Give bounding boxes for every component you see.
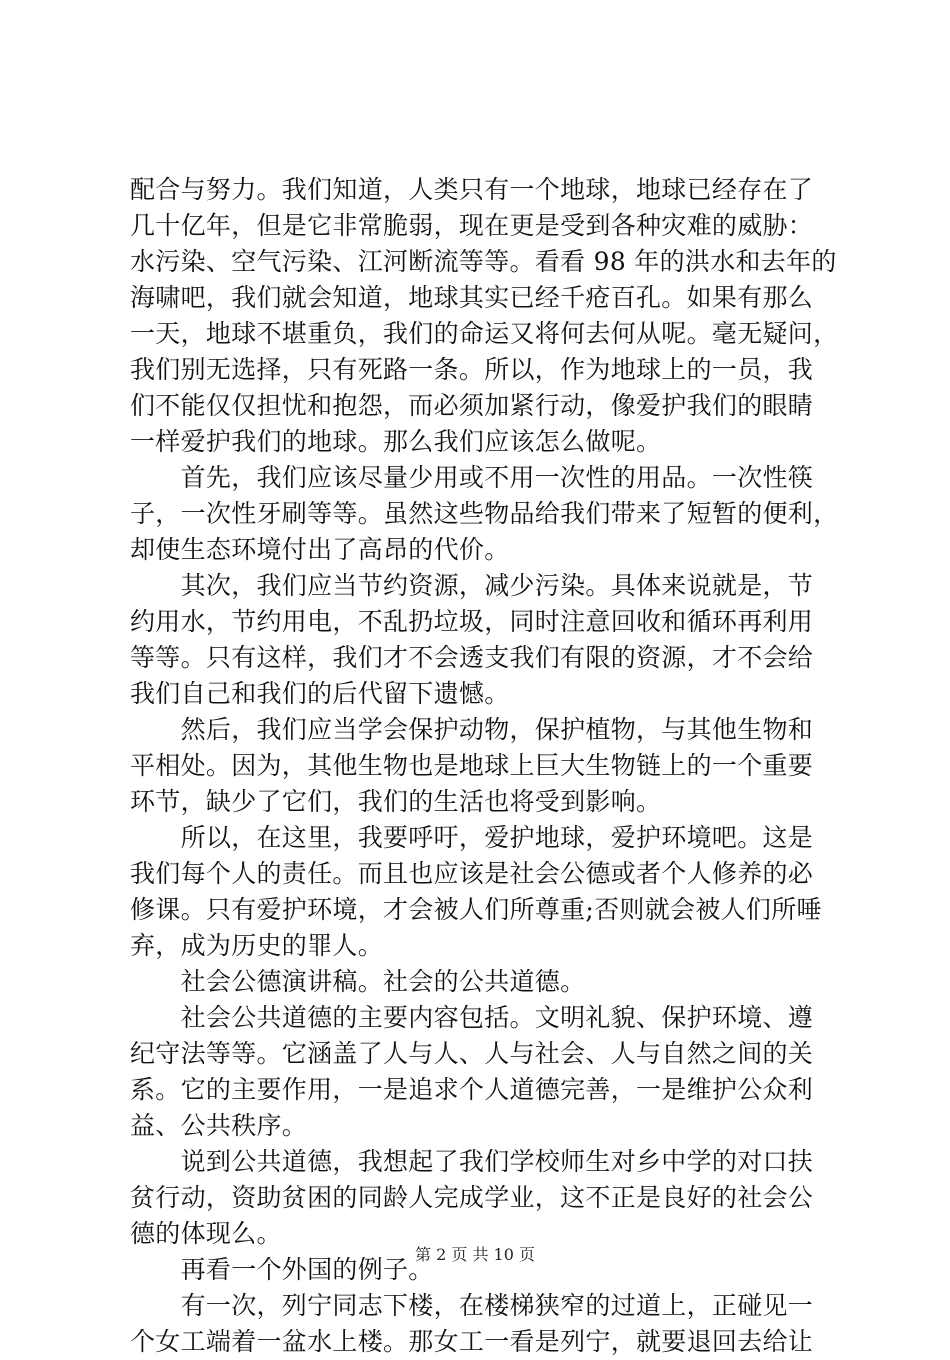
text-line: 我们自己和我们的后代留下遗憾。 xyxy=(130,679,510,708)
text-line: 首先，我们应该尽量少用或不用一次性的用品。一次性筷 xyxy=(130,463,814,492)
text-line: 德的体现么。 xyxy=(130,1219,282,1248)
page-number-footer: 第 2 页 共 10 页 xyxy=(415,1245,535,1264)
text-line: 配合与努力。我们知道，人类只有一个地球，地球已经存在了 xyxy=(130,175,814,204)
text-line: 系。它的主要作用，一是追求个人道德完善，一是维护公众利 xyxy=(130,1075,814,1104)
text-line: 一样爱护我们的地球。那么我们应该怎么做呢。 xyxy=(130,427,662,456)
text-line: 贫行动，资助贫困的同龄人完成学业，这不正是良好的社会公 xyxy=(130,1183,814,1212)
text-line: 我们别无选择，只有死路一条。所以，作为地球上的一员，我 xyxy=(130,355,814,384)
text-line: 修课。只有爱护环境，才会被人们所尊重;否则就会被人们所唾 xyxy=(130,895,822,924)
text-line: 们不能仅仅担忧和抱怨，而必须加紧行动，像爱护我们的眼睛 xyxy=(130,391,814,420)
text-line: 几十亿年，但是它非常脆弱，现在更是受到各种灾难的威胁： xyxy=(130,211,814,240)
text-line: 等等。只有这样，我们才不会透支我们有限的资源，才不会给 xyxy=(130,643,814,672)
text-line: 我们每个人的责任。而且也应该是社会公德或者个人修养的必 xyxy=(130,859,814,888)
text-line: 所以，在这里，我要呼吁，爱护地球，爱护环境吧。这是 xyxy=(130,823,814,852)
text-line: 环节，缺少了它们，我们的生活也将受到影响。 xyxy=(130,787,662,816)
text-line: 说到公共道德，我想起了我们学校师生对乡中学的对口扶 xyxy=(130,1147,814,1176)
text-line: 子，一次性牙刷等等。虽然这些物品给我们带来了短暂的便利， xyxy=(130,499,839,528)
text-line: 益、公共秩序。 xyxy=(130,1111,308,1140)
text-line: 有一次，列宁同志下楼，在楼梯狭窄的过道上，正碰见一 xyxy=(130,1291,814,1320)
text-line: 弃，成为历史的罪人。 xyxy=(130,931,384,960)
text-line: 纪守法等等。它涵盖了人与人、人与社会、人与自然之间的关 xyxy=(130,1039,814,1068)
text-line: 约用水，节约用电，不乱扔垃圾，同时注意回收和循环再利用 xyxy=(130,607,814,636)
body-text xyxy=(130,172,842,1360)
text-line: 然后，我们应当学会保护动物，保护植物，与其他生物和 xyxy=(130,715,814,744)
text-line: 却使生态环境付出了高昂的代价。 xyxy=(130,535,510,564)
text-line: 个女工端着一盆水上楼。那女工一看是列宁，就要退回去给让 xyxy=(130,1327,814,1356)
text-line: 平相处。因为，其他生物也是地球上巨大生物链上的一个重要 xyxy=(130,751,814,780)
text-line: 其次，我们应当节约资源，减少污染。具体来说就是，节 xyxy=(130,571,814,600)
text-line: 再看一个外国的例子。 xyxy=(130,1255,434,1284)
text-line: 水污染、空气污染、江河断流等等。看看 98 年的洪水和去年的 xyxy=(130,247,837,276)
text-line: 社会公德演讲稿。社会的公共道德。 xyxy=(130,967,586,996)
text-line: 一天，地球不堪重负，我们的命运又将何去何从呢。毫无疑问， xyxy=(130,319,839,348)
text-line: 海啸吧，我们就会知道，地球其实已经千疮百孔。如果有那么 xyxy=(130,283,814,312)
text-line: 社会公共道德的主要内容包括。文明礼貌、保护环境、遵 xyxy=(130,1003,814,1032)
